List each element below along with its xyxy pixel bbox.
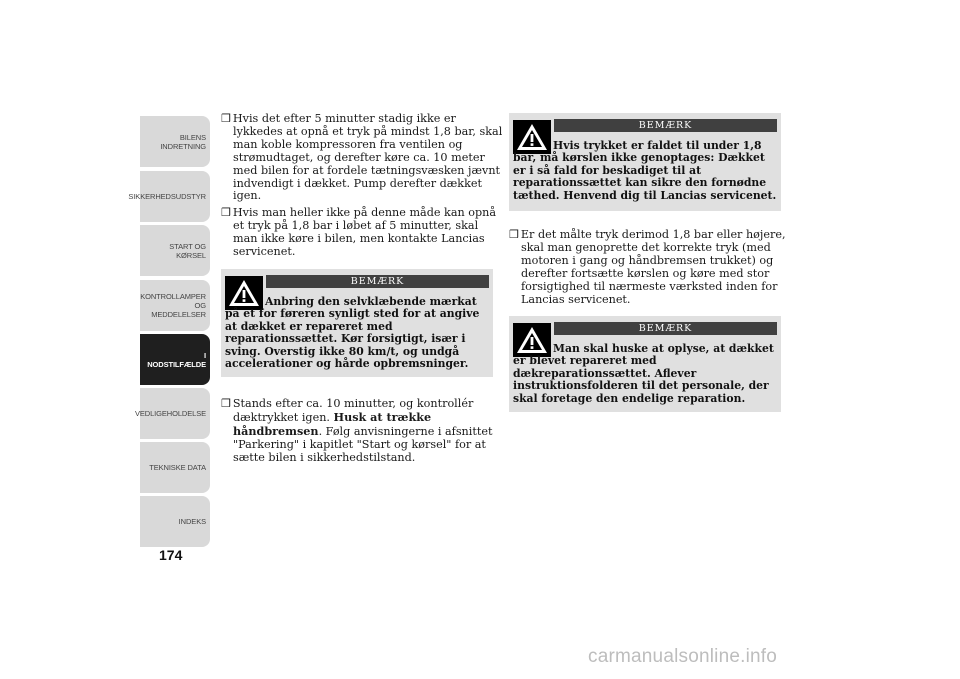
tab-tekniske-data[interactable]: TEKNISKE DATA — [140, 442, 210, 493]
tab-sikkerhedsudstyr[interactable]: SIKKERHEDSUDSTYR — [140, 171, 210, 222]
item-text-bold: Husk at trække håndbremsen — [233, 409, 432, 438]
note-text: Hvis trykket er faldet til under 1,8 bar, må kørslen ikke genoptages: Dækket er i så fald for beskadiget til at reparationssættet kan sikre den fornødne tæthed. Henvend dig til Lancias servicenet. — [513, 139, 777, 202]
checkbox-bullet-icon: ❒ — [221, 206, 231, 219]
item-text: Er det målte tryk derimod 1,8 bar eller højere, skal man genoprette det korrekte tryk (med motoren i gang og håndbremsen trukket) og derefter fortsætte kørslen og køre med stor forsigtighed til nærmeste værksted inden for Lancias servicenet. — [520, 228, 786, 306]
item-text: . Følg anvisningerne i afsnittet "Parkering" i kapitlet "Start og kørsel" for at sætte bilen i sikkerhedstilstand. — [233, 424, 493, 464]
tab-indeks[interactable]: INDEKS — [140, 496, 210, 547]
tab-i-nodstilfaelde[interactable]: I NODSTILFÆLDE — [140, 334, 210, 385]
watermark: carmanualsonline.info — [588, 646, 778, 667]
list-item — [221, 398, 505, 465]
tab-vedligeholdelse[interactable]: VEDLIGEHOLDELSE — [140, 388, 210, 439]
note-header: BEMÆRK — [554, 322, 777, 335]
list-item — [221, 113, 505, 203]
note-box — [221, 269, 493, 377]
item-text: Hvis man heller ikke på denne måde kan opnå et tryk på 1,8 bar i løbet af 5 minutter, skal man ikke køre i bilen, men kontakte Lancias servicenet. — [232, 206, 497, 258]
note-box — [509, 316, 781, 412]
note-header: BEMÆRK — [554, 119, 777, 132]
note-text: Man skal huske at oplyse, at dækket er blevet repareret med dækreparationssættet. Aflever instruktionsfolderen til det personale, der skal foretage den endelige reparation. — [513, 342, 774, 405]
checkbox-bullet-icon: ❒ — [221, 112, 231, 125]
checkbox-bullet-icon: ❒ — [509, 228, 519, 241]
list-item — [509, 229, 793, 306]
item-text: Hvis det efter 5 minutter stadig ikke er lykkedes at opnå et tryk på mindst 1,8 bar, skal man koble kompressoren fra ventilen og strømudtaget, og derefter køre ca. 10 meter med bilen for at fordele tætningsvæsken jævnt indvendigt i dækket. Pump derefter dækket igen. — [232, 112, 503, 203]
tab-start-og-korsel[interactable]: START OG KØRSEL — [140, 225, 210, 276]
item-text: Stands efter ca. 10 minutter, og kontrollér dæktrykket igen. — [232, 397, 474, 424]
page-number: 174 — [159, 547, 183, 563]
tab-kontrollamper[interactable]: KONTROLLAMPER OG MEDDELELSER — [140, 280, 210, 331]
note-box — [509, 113, 781, 211]
note-header: BEMÆRK — [266, 275, 489, 288]
checkbox-bullet-icon: ❒ — [221, 397, 231, 410]
list-item — [221, 207, 505, 259]
tab-bilens-indretning[interactable]: BILENS INDRETNING — [140, 116, 210, 167]
note-text: Anbring den selvklæbende mærkat på et for føreren synligt sted for at angive at dækket er repareret med reparationssættet. Kør forsigtigt, især i sving. Overstig ikke 80 km/t, og undgå accelerationer og hårde opbremsninger. — [225, 295, 480, 371]
